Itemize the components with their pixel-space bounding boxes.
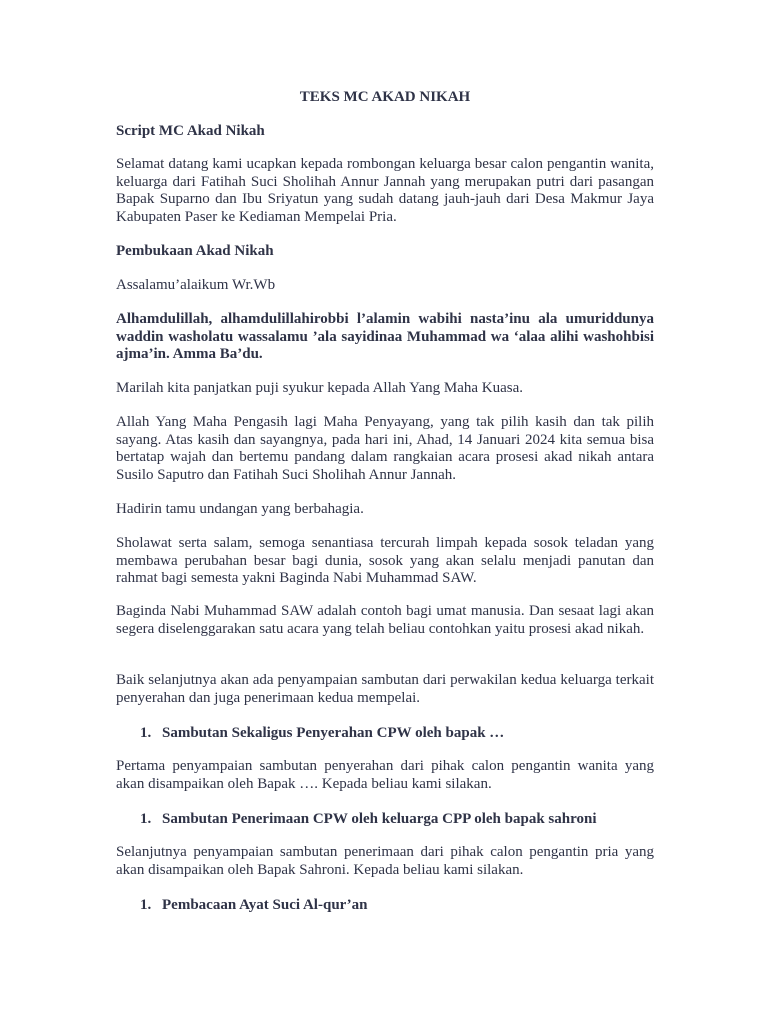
gratitude-paragraph: Marilah kita panjatkan puji syukur kepada Allah Yang Maha Kuasa. [116,380,523,396]
list-number: 1. [140,811,152,827]
list-number: 1. [140,725,152,741]
sholawat-paragraph: Sholawat serta salam, semoga senantiasa tercurah limpah kepada sosok teladan yang membawa perubahan besar bagi dunia, sosok yang akan selalu menjadi panutan dan rahmat bagi semesta yakni Baginda Nabi Muhammad SAW. [116,535,654,586]
list-item-label: Sambutan Sekaligus Penyerahan CPW oleh bapak … [162,725,505,741]
list-item-label: Pembacaan Ayat Suci Al-qur’an [162,897,368,913]
list-item-label: Sambutan Penerimaan CPW oleh keluarga CPP oleh bapak sahroni [162,811,597,827]
greeting-paragraph: Assalamu’alaikum Wr.Wb [116,277,276,293]
allah-paragraph: Allah Yang Maha Pengasih lagi Maha Penyayang, yang tak pilih kasih dan tak pilih sayang. Atas kasih dan sayangnya, pada hari ini, Ahad, 14 Januari 2024 kita semua bisa bertatap wajah dan bertemu pandang dalam rangkaian acara prosesi akad nikah antara Susilo Saputro dan Fatihah Suci Sholihah Annur Jannah. [116,414,654,483]
intro-paragraph: Selamat datang kami ucapkan kepada rombongan keluarga besar calon pengantin wanita, keluarga dari Fatihah Suci Sholihah Annur Jannah yang merupakan putri dari pasangan Bapak Suparno dan Ibu Sriyatun yang sudah datang jauh-jauh dari Desa Makmur Jaya Kabupaten Paser ke Kediaman Mempelai Pria. [116,156,654,225]
arabic-opening-paragraph: Alhamdulillah, alhamdulillahirobbi l’alamin wabihi nasta’inu ala umuriddunya waddin washolatu wassalamu ’ala sayidinaa Muhammad wa ‘alaa alihi washohbisi ajma’in. Amma Ba’du. [116,311,654,362]
item2-paragraph: Selanjutnya penyampaian sambutan penerimaan dari pihak calon pengantin pria yang akan disampaikan oleh Bapak Sahroni. Kepada beliau kami silakan. [116,844,654,878]
list-item-penerimaan [140,810,654,828]
guests-paragraph: Hadirin tamu undangan yang berbahagia. [116,501,364,517]
item1-paragraph: Pertama penyampaian sambutan penyerahan dari pihak calon pengantin wanita yang akan disampaikan oleh Bapak …. Kepada beliau kami silakan. [116,758,654,792]
example-paragraph: Baginda Nabi Muhammad SAW adalah contoh bagi umat manusia. Dan sesaat lagi akan segera diselenggarakan satu acara yang telah beliau contohkan yaitu prosesi akad nikah. [116,603,654,637]
list-item-ayat-suci [140,896,654,914]
document-title: TEKS MC AKAD NIKAH [299,89,471,105]
script-heading: Script MC Akad Nikah [116,123,265,139]
list-item-penyerahan [140,724,654,742]
list-number: 1. [140,897,152,913]
next-paragraph: Baik selanjutnya akan ada penyampaian sambutan dari perwakilan kedua keluarga terkait penyerahan dan juga penerimaan kedua mempelai. [116,672,654,706]
opening-heading: Pembukaan Akad Nikah [116,243,274,259]
